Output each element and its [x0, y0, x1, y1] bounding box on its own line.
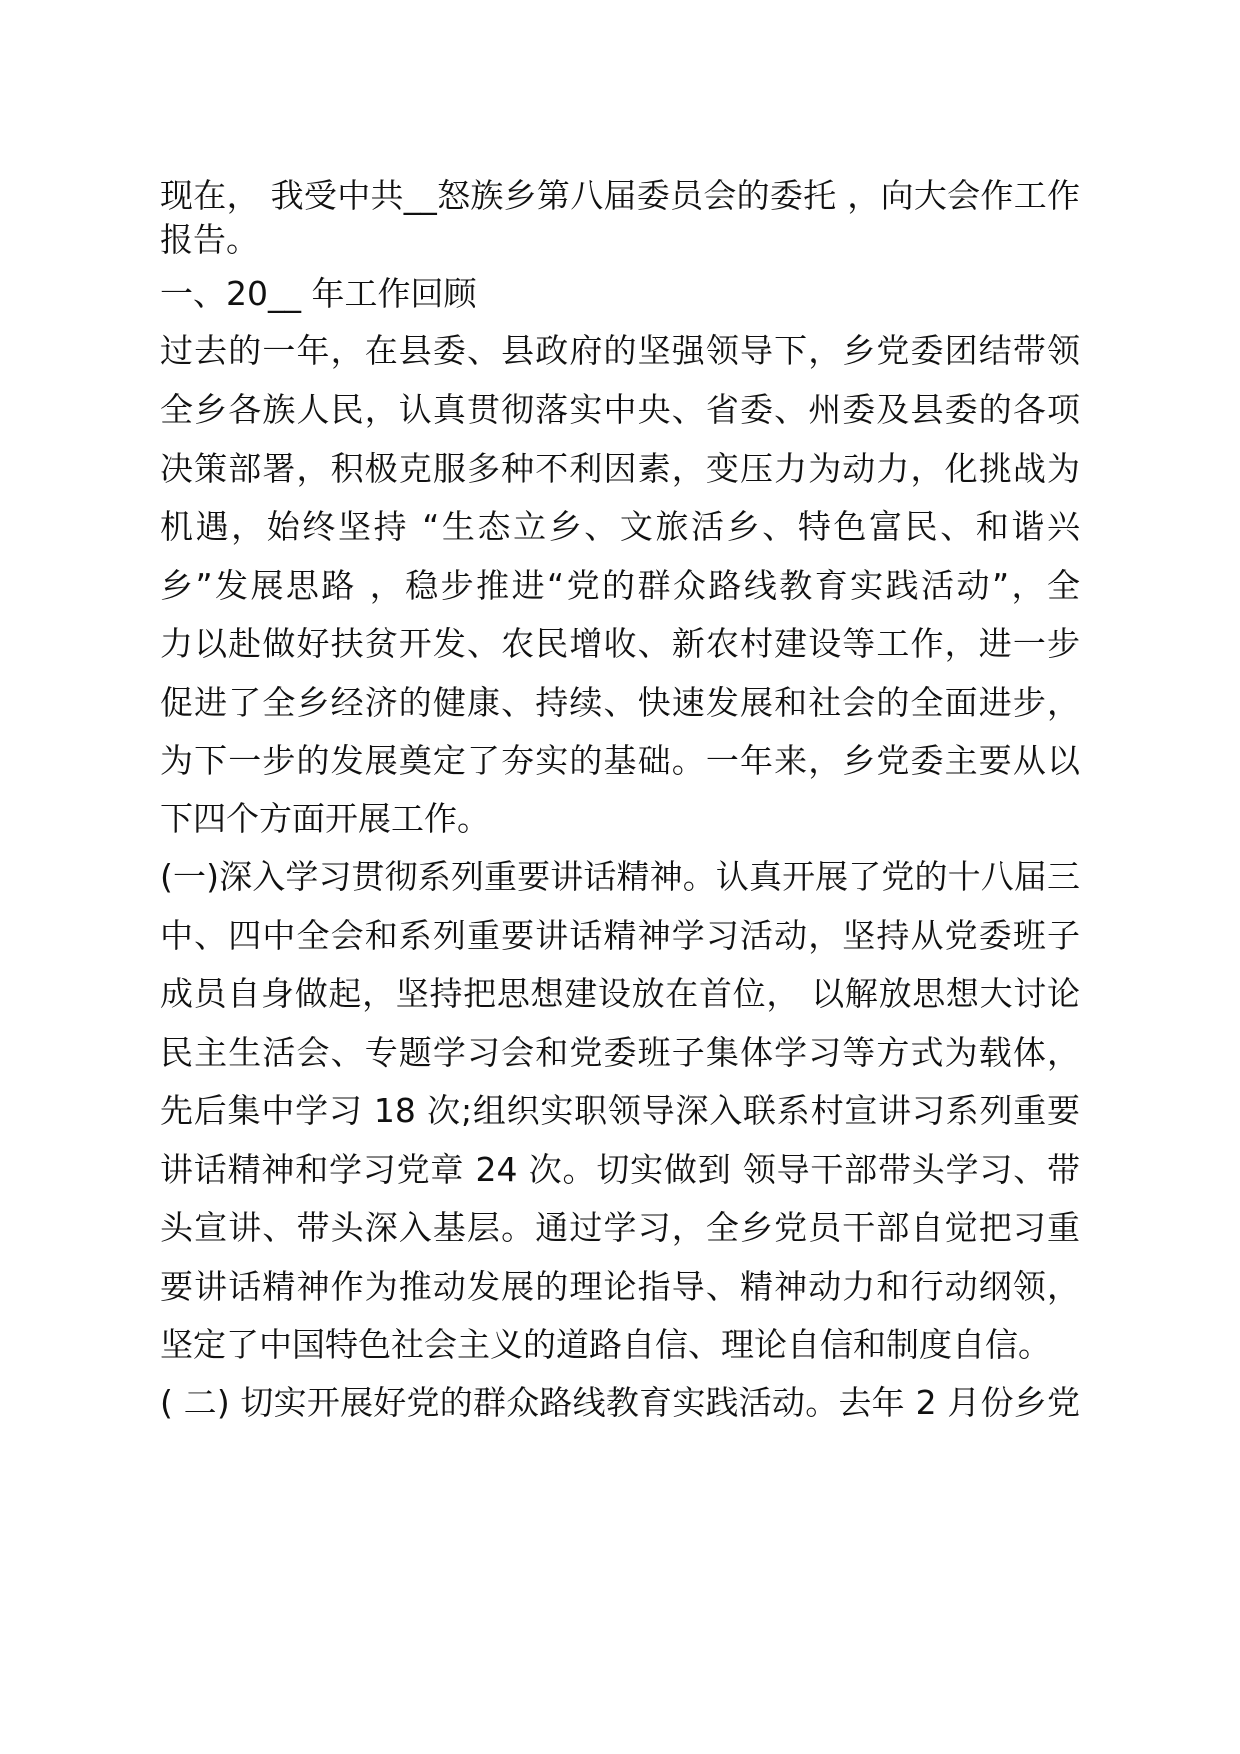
subsection-heading: (一)深入学习贯彻系列重要讲话精神。认真开展了党的十八届三 — [160, 857, 1080, 896]
section-heading: 一、20__ 年工作回顾 — [160, 274, 477, 313]
paragraph-line: 先后集中学习 18 次;组织实职领导深入联系村宣讲习系列重要 — [160, 1091, 1080, 1130]
paragraph-line: 报告。 — [160, 220, 259, 259]
paragraph-line: 中、四中全会和系列重要讲话精神学习活动，坚持从党委班子 — [160, 916, 1080, 955]
paragraph-line: 决策部署，积极克服多种不利因素，变压力为动力，化挑战为 — [160, 449, 1080, 488]
paragraph-line: 民主生活会、专题学习会和党委班子集体学习等方式为载体， — [160, 1033, 1080, 1072]
paragraph-line: 促进了全乡经济的健康、持续、快速发展和社会的全面进步， — [160, 683, 1080, 722]
paragraph-line: 要讲话精神作为推动发展的理论指导、精神动力和行动纲领， — [160, 1267, 1080, 1306]
paragraph-line: 过去的一年，在县委、县政府的坚强领导下，乡党委团结带领 — [160, 331, 1080, 370]
paragraph-line: 机遇，始终坚持 “生态立乡、文旅活乡、特色富民、和谐兴 — [160, 507, 1080, 546]
paragraph-line: 为下一步的发展奠定了夯实的基础。一年来，乡党委主要从以 — [160, 741, 1080, 780]
paragraph-line: 全乡各族人民，认真贯彻落实中央、省委、州委及县委的各项 — [160, 390, 1080, 429]
paragraph-line: 坚定了中国特色社会主义的道路自信、理论自信和制度自信。 — [160, 1325, 1051, 1364]
paragraph-line: 头宣讲、带头深入基层。通过学习，全乡党员干部自觉把习重 — [160, 1208, 1080, 1247]
paragraph-line: 成员自身做起，坚持把思想建设放在首位， 以解放思想大讨论 — [160, 974, 1080, 1013]
paragraph-line: 力以赴做好扶贫开发、农民增收、新农村建设等工作，进一步 — [160, 624, 1080, 663]
subsection-heading: ( 二) 切实开展好党的群众路线教育实践活动。去年 2 月份乡党 — [160, 1383, 1080, 1422]
paragraph-line: 下四个方面开展工作。 — [160, 799, 490, 838]
paragraph-line: 讲话精神和学习党章 24 次。切实做到 领导干部带头学习、带 — [160, 1150, 1080, 1189]
paragraph-line: 现在， 我受中共__怒族乡第八届委员会的委托 ，向大会作工作 — [160, 176, 1080, 215]
paragraph-line: 乡”发展思路 ，稳步推进“党的群众路线教育实践活动”，全 — [160, 566, 1080, 605]
